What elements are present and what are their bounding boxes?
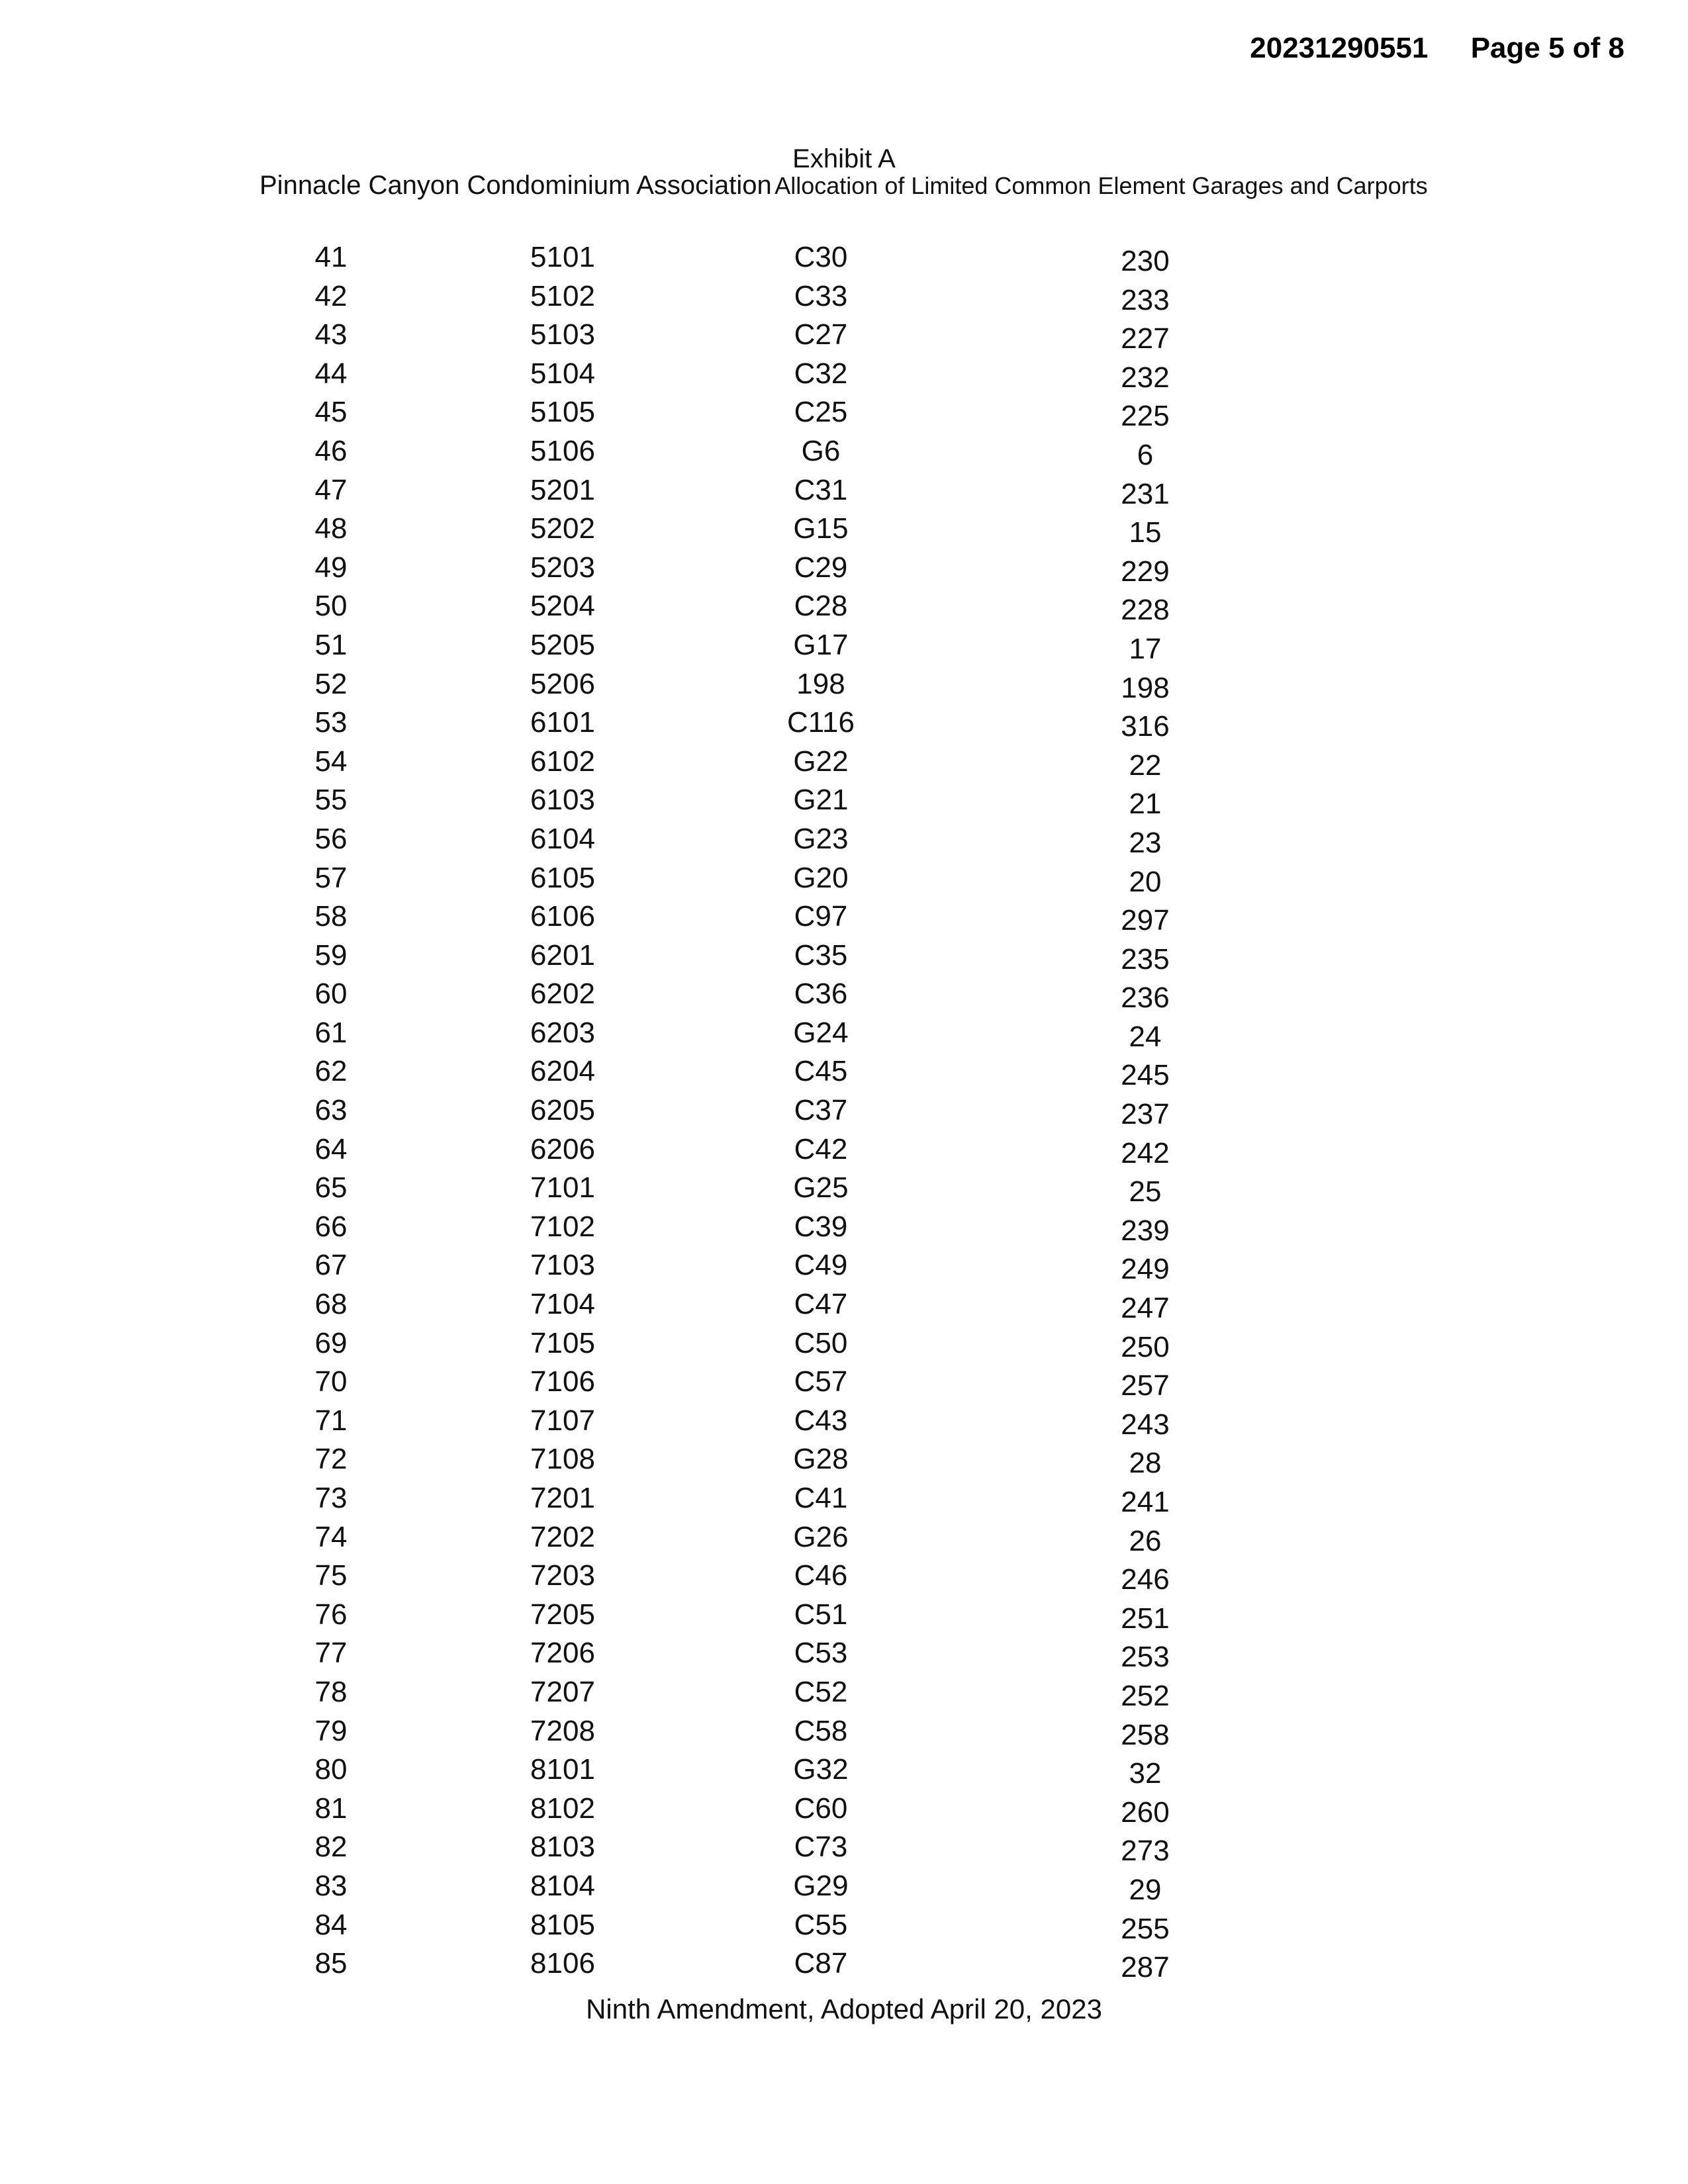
row-index-cell: 52	[314, 667, 348, 700]
unit-number-cell: 8106	[530, 1947, 595, 1980]
row-index-cell: 49	[314, 551, 348, 584]
space-id-cell: C49	[794, 1249, 848, 1282]
space-number-cell: 26	[1129, 1524, 1162, 1557]
exhibit-subtitle	[259, 171, 1428, 201]
unit-number-cell: 7203	[530, 1559, 595, 1592]
unit-number-cell: 5202	[530, 512, 595, 545]
row-index-cell: 79	[314, 1714, 348, 1747]
row-index-cell: 69	[314, 1326, 348, 1359]
row-index-cell: 47	[314, 473, 348, 506]
row-index-cell: 75	[314, 1559, 348, 1592]
table-row	[0, 1870, 1688, 1909]
row-index-cell: 53	[314, 706, 348, 739]
space-id-cell: C60	[794, 1792, 848, 1825]
space-id-cell: C31	[794, 473, 848, 506]
table-row	[0, 900, 1688, 939]
unit-number-cell: 6101	[530, 706, 595, 739]
space-id-cell: G25	[793, 1171, 849, 1205]
row-index-cell: 77	[314, 1637, 348, 1670]
row-index-cell: 50	[314, 590, 348, 623]
unit-number-cell: 6205	[530, 1094, 595, 1127]
space-id-cell: C53	[794, 1637, 848, 1670]
space-number-cell: 32	[1129, 1757, 1162, 1790]
space-number-cell: 230	[1121, 245, 1170, 277]
table-row	[0, 590, 1688, 629]
table-row	[0, 1055, 1688, 1094]
space-number-cell: 251	[1121, 1602, 1170, 1635]
unit-number-cell: 5205	[530, 628, 595, 661]
space-number-cell: 232	[1121, 361, 1170, 394]
space-number-cell: 252	[1121, 1679, 1170, 1712]
space-number-cell: 247	[1121, 1292, 1170, 1325]
unit-number-cell: 7103	[530, 1249, 595, 1282]
row-index-cell: 57	[314, 861, 348, 894]
space-id-cell: G28	[793, 1443, 849, 1476]
unit-number-cell: 7207	[530, 1675, 595, 1708]
space-id-cell: C33	[794, 279, 848, 312]
space-id-cell: C57	[794, 1365, 848, 1398]
row-index-cell: 76	[314, 1598, 348, 1631]
space-number-cell: 17	[1129, 632, 1162, 665]
space-id-cell: C47	[794, 1288, 848, 1321]
unit-number-cell: 6206	[530, 1132, 595, 1165]
space-id-cell: C25	[794, 396, 848, 429]
row-index-cell: 67	[314, 1249, 348, 1282]
table-row	[0, 357, 1688, 396]
space-number-cell: 233	[1121, 283, 1170, 316]
unit-number-cell: 7202	[530, 1520, 595, 1553]
unit-number-cell: 5101	[530, 241, 595, 273]
row-index-cell: 55	[314, 784, 348, 817]
space-id-cell: G15	[793, 512, 849, 545]
unit-number-cell: 7108	[530, 1443, 595, 1476]
unit-number-cell: 5102	[530, 279, 595, 312]
row-index-cell: 83	[314, 1869, 348, 1902]
space-id-cell: G21	[793, 784, 849, 817]
unit-number-cell: 7101	[530, 1171, 595, 1205]
table-row	[0, 1017, 1688, 1056]
table-row	[0, 939, 1688, 978]
table-row	[0, 1249, 1688, 1288]
space-id-cell: C51	[794, 1598, 848, 1631]
space-id-cell: C55	[794, 1908, 848, 1941]
table-row	[0, 1171, 1688, 1210]
unit-number-cell: 6103	[530, 784, 595, 817]
space-number-cell: 249	[1121, 1253, 1170, 1286]
document-number: 20231290551	[1250, 32, 1429, 64]
row-index-cell: 78	[314, 1675, 348, 1708]
page-indicator: Page 5 of 8	[1470, 32, 1624, 64]
space-id-cell: G26	[793, 1520, 849, 1553]
unit-number-cell: 5201	[530, 473, 595, 506]
space-id-cell: C32	[794, 357, 848, 390]
table-row	[0, 1133, 1688, 1172]
table-row	[0, 318, 1688, 357]
unit-number-cell: 5103	[530, 318, 595, 351]
space-number-cell: 250	[1121, 1330, 1170, 1363]
unit-number-cell: 6102	[530, 745, 595, 778]
unit-number-cell: 7201	[530, 1482, 595, 1514]
space-number-cell: 255	[1121, 1912, 1170, 1945]
allocation-table	[0, 241, 1688, 1986]
table-row	[0, 435, 1688, 474]
table-row	[0, 1598, 1688, 1637]
space-number-cell: 6	[1137, 438, 1154, 471]
table-row	[0, 1327, 1688, 1366]
unit-number-cell: 6106	[530, 900, 595, 933]
space-number-cell: 237	[1121, 1098, 1170, 1131]
unit-number-cell: 5204	[530, 590, 595, 623]
page-header	[1250, 32, 1624, 65]
table-row	[0, 862, 1688, 901]
unit-number-cell: 7102	[530, 1210, 595, 1243]
table-row	[0, 512, 1688, 551]
space-id-cell: G29	[793, 1869, 849, 1902]
space-number-cell: 260	[1121, 1796, 1170, 1829]
table-row	[0, 1715, 1688, 1754]
row-index-cell: 65	[314, 1171, 348, 1205]
row-index-cell: 82	[314, 1831, 348, 1864]
unit-number-cell: 7205	[530, 1598, 595, 1631]
table-row	[0, 1443, 1688, 1482]
table-row	[0, 1521, 1688, 1560]
row-index-cell: 41	[314, 241, 348, 273]
space-number-cell: 25	[1129, 1175, 1162, 1208]
exhibit-title: Exhibit A	[792, 144, 896, 173]
space-id-cell: C97	[794, 900, 848, 933]
table-row	[0, 629, 1688, 668]
row-index-cell: 85	[314, 1947, 348, 1980]
table-row	[0, 1210, 1688, 1250]
table-row	[0, 1365, 1688, 1404]
space-number-cell: 28	[1129, 1447, 1162, 1480]
space-id-cell: C41	[794, 1482, 848, 1514]
unit-number-cell: 7208	[530, 1714, 595, 1747]
table-row	[0, 745, 1688, 784]
space-id-cell: C27	[794, 318, 848, 351]
allocation-subject: Allocation of Limited Common Element Garages and Carports	[774, 172, 1428, 199]
space-number-cell: 236	[1121, 981, 1170, 1015]
space-id-cell: G17	[793, 628, 849, 661]
row-index-cell: 68	[314, 1288, 348, 1321]
space-id-cell: 198	[796, 667, 845, 700]
space-id-cell: C50	[794, 1326, 848, 1359]
space-id-cell: C35	[794, 938, 848, 972]
space-number-cell: 297	[1121, 904, 1170, 937]
space-id-cell: G20	[793, 861, 849, 894]
space-number-cell: 243	[1121, 1408, 1170, 1441]
space-id-cell: C37	[794, 1094, 848, 1127]
row-index-cell: 58	[314, 900, 348, 933]
space-number-cell: 231	[1121, 477, 1170, 510]
table-row	[0, 978, 1688, 1017]
unit-number-cell: 6202	[530, 978, 595, 1011]
space-number-cell: 287	[1121, 1951, 1170, 1984]
page-footer: Ninth Amendment, Adopted April 20, 2023	[586, 1993, 1102, 2025]
space-number-cell: 316	[1121, 710, 1170, 743]
unit-number-cell: 8105	[530, 1908, 595, 1941]
table-row	[0, 823, 1688, 862]
table-row	[0, 1404, 1688, 1443]
row-index-cell: 45	[314, 396, 348, 429]
space-number-cell: 198	[1121, 671, 1170, 704]
space-id-cell: C28	[794, 590, 848, 623]
space-number-cell: 20	[1129, 865, 1162, 898]
space-id-cell: G24	[793, 1016, 849, 1049]
row-index-cell: 73	[314, 1482, 348, 1514]
table-row	[0, 280, 1688, 319]
row-index-cell: 43	[314, 318, 348, 351]
table-row	[0, 1831, 1688, 1870]
space-number-cell: 29	[1129, 1873, 1162, 1906]
space-number-cell: 239	[1121, 1214, 1170, 1247]
space-id-cell: G22	[793, 745, 849, 778]
unit-number-cell: 5203	[530, 551, 595, 584]
association-name: Pinnacle Canyon Condominium Association	[259, 171, 772, 200]
row-index-cell: 63	[314, 1094, 348, 1127]
table-row	[0, 1753, 1688, 1792]
space-number-cell: 227	[1121, 322, 1170, 355]
table-row	[0, 1094, 1688, 1133]
table-row	[0, 784, 1688, 823]
table-row	[0, 1637, 1688, 1676]
table-row	[0, 551, 1688, 590]
table-row	[0, 241, 1688, 280]
table-row	[0, 1909, 1688, 1948]
row-index-cell: 59	[314, 938, 348, 972]
space-number-cell: 241	[1121, 1486, 1170, 1518]
row-index-cell: 74	[314, 1520, 348, 1553]
row-index-cell: 60	[314, 978, 348, 1011]
table-row	[0, 396, 1688, 435]
space-number-cell: 242	[1121, 1136, 1170, 1169]
space-number-cell: 253	[1121, 1641, 1170, 1674]
unit-number-cell: 5104	[530, 357, 595, 390]
space-number-cell: 21	[1129, 788, 1162, 821]
row-index-cell: 62	[314, 1055, 348, 1088]
table-row	[0, 1792, 1688, 1831]
table-row	[0, 1559, 1688, 1598]
unit-number-cell: 6204	[530, 1055, 595, 1088]
unit-number-cell: 7107	[530, 1404, 595, 1437]
row-index-cell: 81	[314, 1792, 348, 1825]
row-index-cell: 42	[314, 279, 348, 312]
space-number-cell: 229	[1121, 555, 1170, 588]
space-number-cell: 246	[1121, 1563, 1170, 1596]
space-id-cell: C52	[794, 1675, 848, 1708]
unit-number-cell: 8103	[530, 1831, 595, 1864]
space-id-cell: G32	[793, 1753, 849, 1786]
row-index-cell: 44	[314, 357, 348, 390]
table-row	[0, 1482, 1688, 1521]
space-id-cell: G23	[793, 822, 849, 855]
unit-number-cell: 5105	[530, 396, 595, 429]
table-row	[0, 1947, 1688, 1986]
space-id-cell: C43	[794, 1404, 848, 1437]
row-index-cell: 48	[314, 512, 348, 545]
unit-number-cell: 7105	[530, 1326, 595, 1359]
unit-number-cell: 5106	[530, 434, 595, 467]
unit-number-cell: 6203	[530, 1016, 595, 1049]
row-index-cell: 61	[314, 1016, 348, 1049]
unit-number-cell: 7106	[530, 1365, 595, 1398]
space-id-cell: C116	[787, 706, 855, 739]
space-id-cell: C46	[794, 1559, 848, 1592]
space-id-cell: C42	[794, 1132, 848, 1165]
space-number-cell: 225	[1121, 400, 1170, 433]
space-id-cell: G6	[801, 434, 841, 467]
space-id-cell: C30	[794, 241, 848, 273]
unit-number-cell: 6105	[530, 861, 595, 894]
row-index-cell: 84	[314, 1908, 348, 1941]
row-index-cell: 66	[314, 1210, 348, 1243]
space-id-cell: C45	[794, 1055, 848, 1088]
space-number-cell: 258	[1121, 1718, 1170, 1751]
unit-number-cell: 7206	[530, 1637, 595, 1670]
space-number-cell: 235	[1121, 942, 1170, 976]
space-number-cell: 23	[1129, 826, 1162, 859]
unit-number-cell: 6201	[530, 938, 595, 972]
unit-number-cell: 8101	[530, 1753, 595, 1786]
row-index-cell: 56	[314, 822, 348, 855]
unit-number-cell: 6104	[530, 822, 595, 855]
space-id-cell: C39	[794, 1210, 848, 1243]
space-id-cell: C36	[794, 978, 848, 1011]
space-id-cell: C73	[794, 1831, 848, 1864]
space-number-cell: 24	[1129, 1020, 1162, 1053]
space-id-cell: C29	[794, 551, 848, 584]
table-row	[0, 474, 1688, 513]
row-index-cell: 51	[314, 628, 348, 661]
space-number-cell: 273	[1121, 1835, 1170, 1868]
unit-number-cell: 7104	[530, 1288, 595, 1321]
unit-number-cell: 5206	[530, 667, 595, 700]
table-row	[0, 1676, 1688, 1715]
table-row	[0, 706, 1688, 745]
space-id-cell: C87	[794, 1947, 848, 1980]
table-row	[0, 1288, 1688, 1327]
row-index-cell: 46	[314, 434, 348, 467]
space-id-cell: C58	[794, 1714, 848, 1747]
row-index-cell: 54	[314, 745, 348, 778]
space-number-cell: 15	[1129, 516, 1162, 549]
row-index-cell: 71	[314, 1404, 348, 1437]
space-number-cell: 245	[1121, 1059, 1170, 1092]
row-index-cell: 80	[314, 1753, 348, 1786]
space-number-cell: 22	[1129, 749, 1162, 782]
unit-number-cell: 8102	[530, 1792, 595, 1825]
row-index-cell: 72	[314, 1443, 348, 1476]
row-index-cell: 70	[314, 1365, 348, 1398]
table-row	[0, 668, 1688, 707]
unit-number-cell: 8104	[530, 1869, 595, 1902]
row-index-cell: 64	[314, 1132, 348, 1165]
space-number-cell: 228	[1121, 594, 1170, 627]
space-number-cell: 257	[1121, 1369, 1170, 1402]
